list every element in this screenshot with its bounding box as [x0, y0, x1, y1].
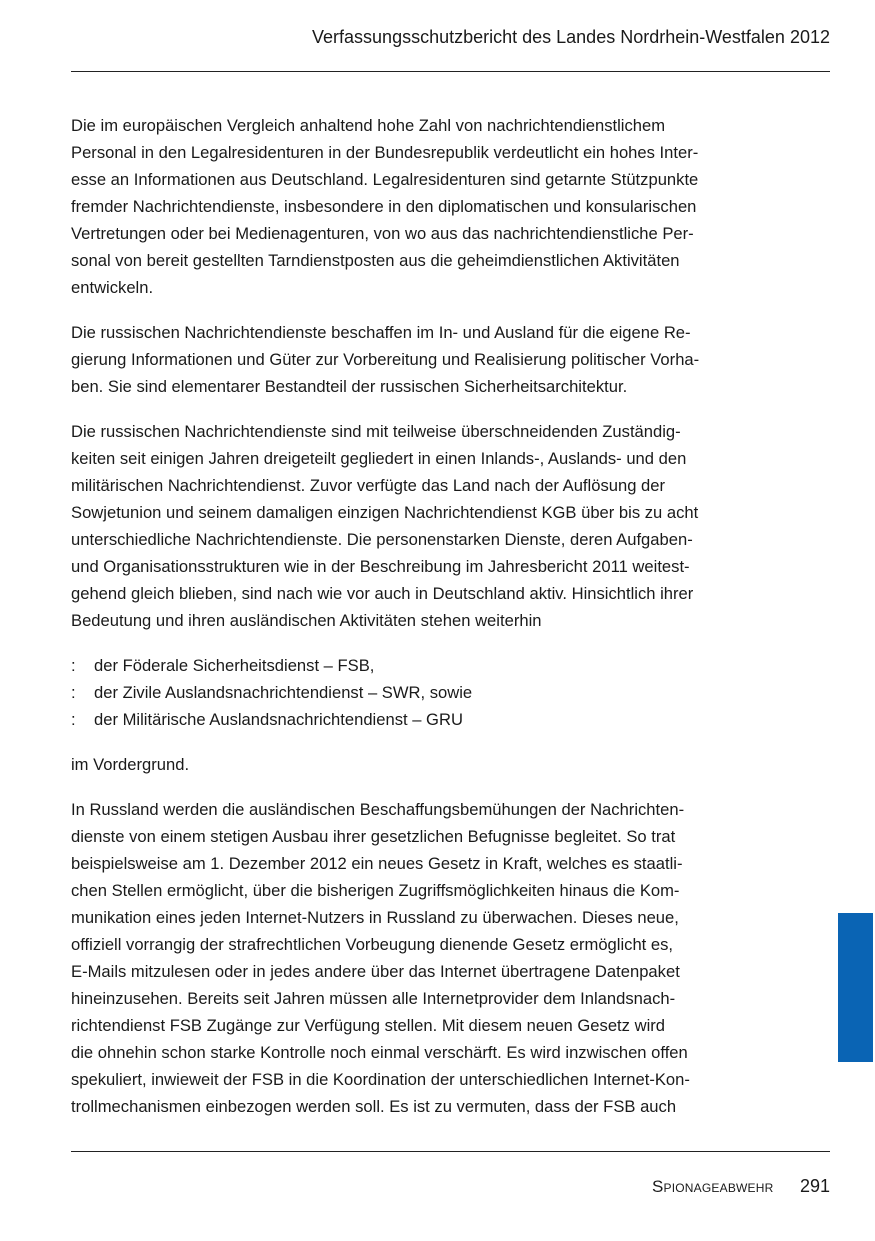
paragraph-3: [71, 418, 791, 634]
chapter-tab-marker: [838, 913, 873, 1062]
paragraph-after-list: [71, 751, 791, 778]
text-line: munikation eines jeden Internet-Nutzers in Russland zu überwachen. Dieses neue,: [71, 908, 679, 927]
text-line: entwickeln.: [71, 278, 154, 297]
paragraph-5: [71, 796, 791, 1120]
text-line: trollmechanismen einbezogen werden soll. Es ist zu vermuten, dass der FSB auch: [71, 1097, 677, 1116]
page-header-title: Verfassungsschutzbericht des Landes Nordrhein-Westfalen 2012: [312, 27, 830, 47]
text-line: Die im europäischen Vergleich anhaltend hohe Zahl von nachrichtendienstlichem: [71, 116, 666, 135]
text-line: esse an Informationen aus Deutschland. Legalresidenturen sind getarnte Stützpunkte: [71, 170, 699, 189]
text-line: militärischen Nachrichtendienst. Zuvor verfügte das Land nach der Auflösung der: [71, 476, 666, 495]
text-line: gehend gleich blieben, sind nach wie vor auch in Deutschland aktiv. Hinsichtlich ihrer: [71, 584, 694, 603]
paragraph-2: [71, 319, 791, 400]
agency-list: [71, 652, 791, 733]
page-number: 291: [799, 1176, 830, 1196]
text-line: keiten seit einigen Jahren dreigeteilt gegliedert in einen Inlands-, Auslands- und den: [71, 449, 687, 468]
text-line: Vertretungen oder bei Medienagenturen, von wo aus das nachrichtendienstliche Per-: [71, 224, 694, 243]
text-line: chen Stellen ermöglicht, über die bisherigen Zugriffsmöglichkeiten hinaus die Kom-: [71, 881, 680, 900]
text-line: im Vordergrund.: [71, 755, 190, 774]
text-line: offiziell vorrangig der strafrechtlichen Vorbeugung dienende Gesetz ermöglicht es,: [71, 935, 674, 954]
text-line: Die russischen Nachrichtendienste beschaffen im In- und Ausland für die eigene Re-: [71, 323, 691, 342]
list-item-text: der Föderale Sicherheitsdienst – FSB,: [94, 656, 375, 675]
list-bullet: :: [71, 710, 76, 729]
list-item: [71, 679, 791, 706]
list-bullet: :: [71, 683, 76, 702]
text-line: ben. Sie sind elementarer Bestandteil der russischen Sicherheitsarchitektur.: [71, 377, 628, 396]
text-line: Sowjetunion und seinem damaligen einzigen Nachrichtendienst KGB über bis zu acht: [71, 503, 699, 522]
text-line: hineinzusehen. Bereits seit Jahren müssen alle Internetprovider dem Inlandsnach-: [71, 989, 676, 1008]
text-line: gierung Informationen und Güter zur Vorbereitung und Realisierung politischer Vorha-: [71, 350, 700, 369]
text-line: sonal von bereit gestellten Tarndienstposten aus die geheimdienstlichen Aktivitäten: [71, 251, 680, 270]
list-item: [71, 706, 791, 733]
text-line: Die russischen Nachrichtendienste sind mit teilweise überschneidenden Zuständig-: [71, 422, 681, 441]
text-line: Bedeutung und ihren ausländischen Aktivitäten stehen weiterhin: [71, 611, 542, 630]
text-line: die ohnehin schon starke Kontrolle noch einmal verschärft. Es wird inzwischen offen: [71, 1043, 688, 1062]
list-item-text: der Zivile Auslandsnachrichtendienst – SWR, sowie: [94, 683, 473, 702]
page-footer: [652, 1176, 830, 1197]
text-line: fremder Nachrichtendienste, insbesondere in den diplomatischen und konsularischen: [71, 197, 697, 216]
header-divider: [71, 71, 830, 72]
text-line: dienste von einem stetigen Ausbau ihrer gesetzlichen Befugnisse begleitet. So trat: [71, 827, 676, 846]
text-line: In Russland werden die ausländischen Beschaffungsbemühungen der Nachrichten-: [71, 800, 685, 819]
text-line: richtendienst FSB Zugänge zur Verfügung stellen. Mit diesem neuen Gesetz wird: [71, 1016, 666, 1035]
list-item: [71, 652, 791, 679]
paragraph-1: [71, 112, 791, 301]
text-line: Personal in den Legalresidenturen in der Bundesrepublik verdeutlicht ein hohes Inter-: [71, 143, 699, 162]
footer-divider: [71, 1151, 830, 1152]
list-bullet: :: [71, 656, 76, 675]
page-body: [71, 112, 791, 1138]
text-line: spekuliert, inwieweit der FSB in die Koordination der unterschiedlichen Internet-Kon-: [71, 1070, 690, 1089]
footer-section-title: Spionageabwehr: [652, 1177, 774, 1196]
text-line: E-Mails mitzulesen oder in jedes andere über das Internet übertragene Datenpaket: [71, 962, 680, 981]
list-item-text: der Militärische Auslandsnachrichtendienst – GRU: [94, 710, 463, 729]
text-line: unterschiedliche Nachrichtendienste. Die personenstarken Dienste, deren Aufgaben-: [71, 530, 693, 549]
text-line: und Organisationsstrukturen wie in der Beschreibung im Jahresbericht 2011 weitest-: [71, 557, 690, 576]
text-line: beispielsweise am 1. Dezember 2012 ein neues Gesetz in Kraft, welches es staatli-: [71, 854, 683, 873]
